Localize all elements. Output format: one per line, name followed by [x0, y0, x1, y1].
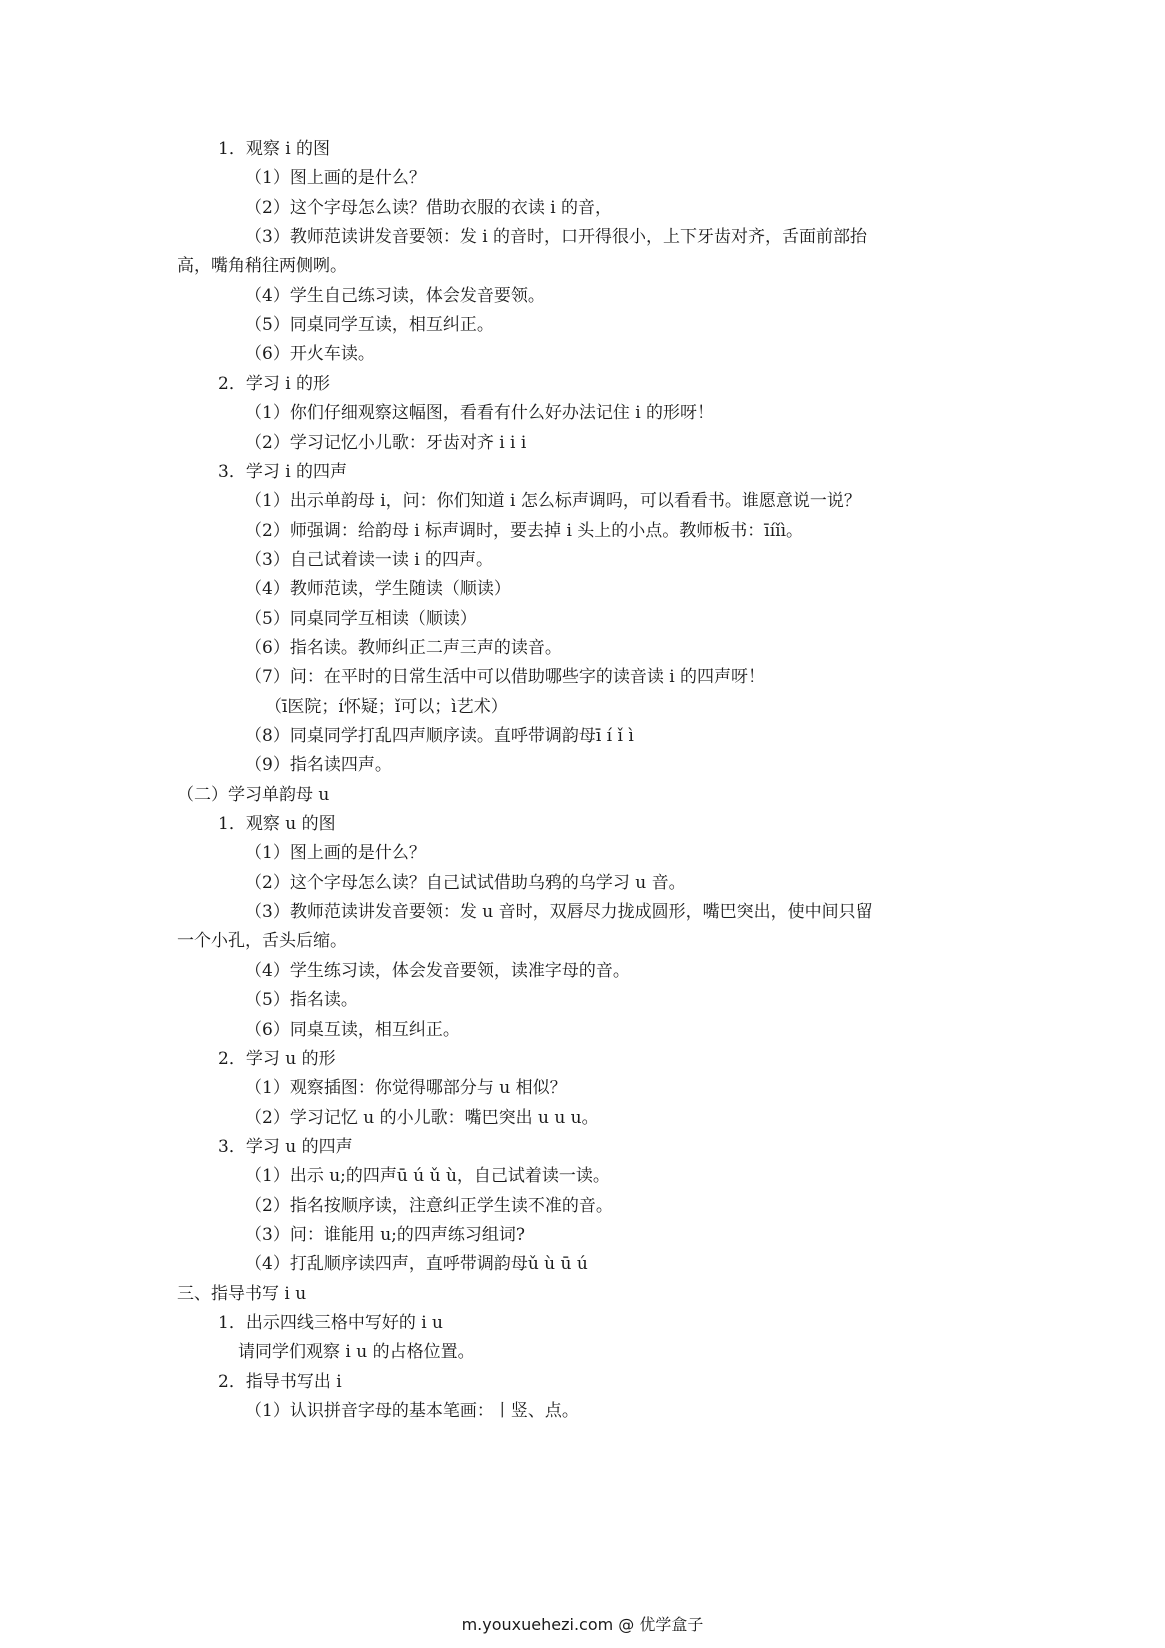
text-line: 高，嘴角稍往两侧咧。 [177, 256, 347, 277]
text-line: （5）同桌同学互相读（顺读） [245, 608, 477, 629]
text-line: （1）出示 u;的四声ū ú ǔ ù，自己试着读一读。 [245, 1166, 610, 1187]
text-line: 1．观察 i 的图 [218, 139, 331, 159]
text-line: 2．指导书写出 i [218, 1371, 342, 1392]
text-line: （4）打乱顺序读四声，直呼带调韵母ǔ ù ū ú [245, 1254, 588, 1275]
text-line: （1）认识拼音字母的基本笔画：丨竖、点。 [245, 1401, 579, 1422]
text-line: （6）指名读。教师纠正二声三声的读音。 [245, 637, 562, 658]
text-line: 3．学习 u 的四声 [218, 1136, 353, 1157]
text-line: （2）学习记忆小儿歌：牙齿对齐 i i i [245, 432, 527, 453]
text-line: （2）学习记忆 u 的小儿歌：嘴巴突出 u u u。 [245, 1107, 599, 1128]
text-line: 2．学习 i 的形 [218, 373, 331, 394]
text-line: （1）图上画的是什么？ [245, 843, 426, 864]
footer-watermark: m.youxuehezi.com @ 优学盒子 [461, 1615, 704, 1634]
text-line: （3）问：谁能用 u;的四声练习组词? [245, 1224, 526, 1245]
text-line: （4）学生练习读，体会发音要领，读准字母的音。 [245, 960, 630, 981]
text-line: （1）图上画的是什么？ [245, 168, 426, 189]
text-line: （6）开火车读。 [245, 344, 375, 365]
text-line: （3）自己试着读一读 i 的四声。 [245, 549, 494, 570]
text-line: （2）这个字母怎么读？自己试试借助乌鸦的乌学习 u 音。 [245, 872, 686, 893]
text-line: （3）教师范读讲发音要领：发 i 的音时，口开得很小，上下牙齿对齐，舌面前部抬 [245, 227, 868, 248]
text-line: （2）指名按顺序读，注意纠正学生读不准的音。 [245, 1195, 613, 1216]
text-line: 一个小孔，舌头后缩。 [177, 931, 347, 952]
text-line: 2．学习 u 的形 [218, 1048, 336, 1069]
text-line: 三、指导书写 i u [177, 1283, 307, 1304]
text-line: （8）同桌同学打乱四声顺序读。直呼带调韵母ī í ǐ ì [245, 726, 634, 746]
text-line: （4）教师范读，学生随读（顺读） [245, 579, 511, 600]
text-line: （6）同桌互读，相互纠正。 [245, 1019, 460, 1040]
text-line: （1）观察插图：你觉得哪部分与 u 相似？ [245, 1078, 567, 1099]
text-line: （1）出示单韵母 i，问：你们知道 i 怎么标声调吗，可以看看书。谁愿意说一说？ [245, 491, 861, 512]
text-line: （3）教师范读讲发音要领：发 u 音时，双唇尽力拢成圆形，嘴巴突出，使中间只留 [245, 902, 873, 923]
text-line: 3．学习 i 的四声 [218, 461, 348, 482]
text-line: （9）指名读四声。 [245, 755, 392, 776]
text-line: （1）你们仔细观察这幅图，看看有什么好办法记住 i 的形呀！ [245, 403, 715, 424]
text-line: （2）师强调：给韵母 i 标声调时，要去掉 i 头上的小点。教师板书：īíǐì。 [245, 520, 804, 541]
text-line: （7）问：在平时的日常生活中可以借助哪些字的读音读 i 的四声呀！ [245, 667, 766, 688]
text-line: 1．观察 u 的图 [218, 814, 336, 835]
text-line: （二）学习单韵母 u [177, 784, 330, 805]
text-line: （5）指名读。 [245, 990, 358, 1011]
text-line: （2）这个字母怎么读？借助衣服的衣读 i 的音， [245, 197, 613, 218]
text-line: （4）学生自己练习读，体会发音要领。 [245, 285, 545, 306]
text-line: （5）同桌同学互读，相互纠正。 [245, 315, 494, 336]
text-line: 请同学们观察 i u 的占格位置。 [238, 1342, 475, 1363]
text-line: （ī医院；í怀疑；ǐ可以；ì艺术） [265, 696, 508, 717]
text-line: 1．出示四线三格中写好的 i u [218, 1313, 444, 1333]
